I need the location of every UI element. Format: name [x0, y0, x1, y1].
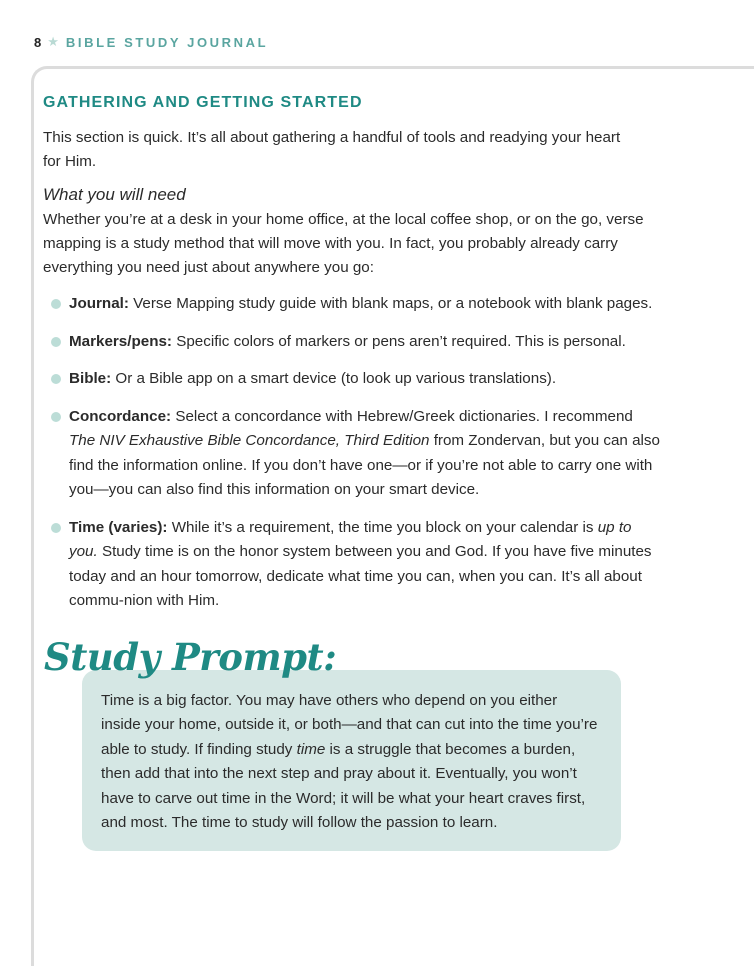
- prompt-italic: time: [296, 740, 326, 758]
- study-prompt-text: [101, 689, 601, 835]
- study-prompt-box: [82, 670, 621, 851]
- section-title: GATHERING AND GETTING STARTED: [43, 94, 363, 111]
- bullet-icon: [51, 374, 61, 384]
- main-content: [43, 94, 663, 627]
- star-icon: ★: [47, 34, 59, 49]
- list-item: [43, 405, 663, 503]
- item-text: Or a Bible app on a smart device (to look up various translations).: [111, 370, 557, 387]
- needs-paragraph: Whether you’re at a desk in your home office, at the local coffee shop, or on the go, verse mapping is a study method that will move with you. In fact, you probably already carry everything you need just about anywhere you go:: [43, 211, 644, 276]
- item-text: Verse Mapping study guide with blank maps, or a notebook with blank pages.: [128, 295, 653, 312]
- item-italic: up to you.: [69, 518, 632, 560]
- book-title: BIBLE STUDY JOURNAL: [65, 34, 269, 50]
- item-text: Specific colors of markers or pens aren’t required. This is personal.: [171, 332, 626, 350]
- intro-line-2: for Him.: [43, 153, 97, 170]
- item-term: Journal:: [69, 295, 129, 312]
- prompt-text-a: Time is a big factor. You may have others who depend on you either inside your home, outside it, or both—and that can cut into the time you’re able to study. If finding study: [101, 692, 598, 758]
- prompt-text-b: is a struggle that becomes a burden, then add that into the next step and pray about it. Eventually, you won’t have to carve out time in the Word; it will be what your heart craves first, and most. The time to study will follow the passion to learn.: [101, 740, 586, 832]
- running-head: [34, 34, 268, 50]
- item-term: Bible:: [69, 370, 112, 387]
- subhead: What you will need: [43, 185, 186, 204]
- item-italic: The NIV Exhaustive Bible Concordance, Third Edition: [69, 432, 430, 449]
- item-term: Concordance:: [69, 407, 172, 425]
- list-item: [43, 367, 663, 392]
- item-text: from Zondervan, but you can also find the information online. If you don’t have one—or if you’re not able to carry one with you—you can also find this information on your smart device.: [69, 432, 660, 498]
- bullet-icon: [51, 299, 61, 309]
- list-item: [43, 516, 663, 614]
- item-text: Study time is on the honor system between you and God. If you have five minutes today and an hour tomorrow, dedicate what time you can, when you can. It’s all about commu-nion with Him.: [69, 543, 652, 609]
- intro-line-1: This section is quick. It’s all about gathering a handful of tools and readying your heart: [43, 129, 621, 146]
- item-term: Time (varies):: [69, 518, 168, 536]
- item-term: Markers/pens:: [69, 332, 172, 350]
- item-text: Select a concordance with Hebrew/Greek dictionaries. I recommend: [171, 407, 633, 425]
- item-text: While it’s a requirement, the time you block on your calendar is: [167, 518, 598, 536]
- tool-list: [43, 292, 663, 614]
- list-item: [43, 330, 663, 355]
- bullet-icon: [51, 412, 61, 422]
- study-prompt-title: Study Prompt:: [44, 635, 337, 679]
- bullet-icon: [51, 337, 61, 347]
- bullet-icon: [51, 523, 61, 533]
- list-item: [43, 292, 663, 317]
- intro-paragraph: [43, 126, 663, 174]
- page-number: 8: [34, 34, 42, 50]
